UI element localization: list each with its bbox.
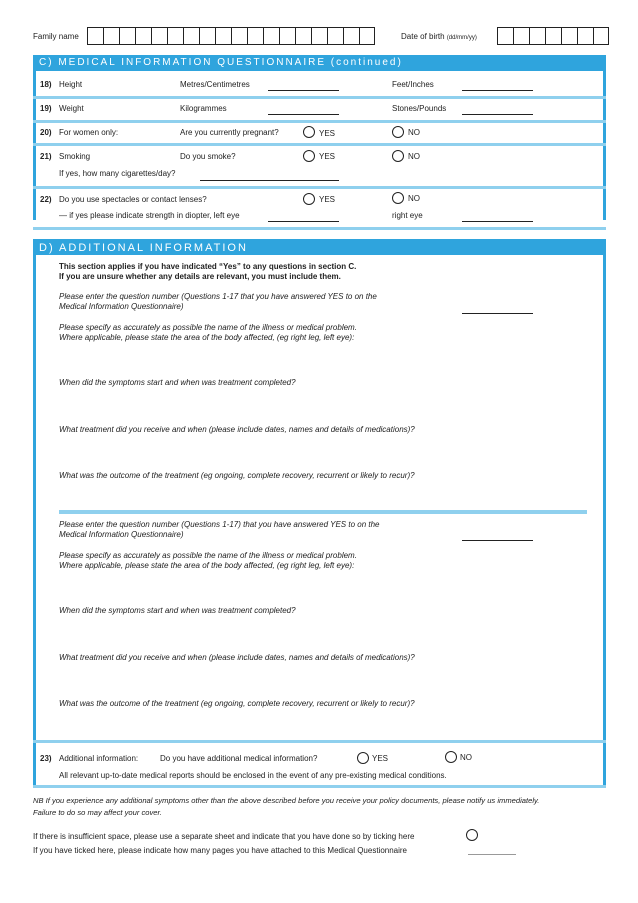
q18-unit-imperial: Feet/Inches — [392, 80, 434, 89]
q20-no-label: NO — [408, 128, 420, 137]
row-divider — [33, 96, 606, 99]
q21-yes-radio[interactable] — [303, 150, 315, 162]
q22-no-radio[interactable] — [392, 192, 404, 204]
q21-yes-label: YES — [319, 152, 336, 161]
block2-question-number-line2: Medical Information Questionnaire) — [59, 530, 184, 539]
q21-label: Smoking — [59, 152, 91, 161]
block1-treatment-question: What treatment did you receive and when (please include dates, names and details of medications)? — [59, 425, 415, 434]
q19-label: Weight — [59, 104, 84, 113]
q22-right-eye-label: right eye — [392, 211, 423, 220]
block1-illness-line2: Where applicable, please state the area of the body affected, (eg right leg, left eye): — [59, 333, 355, 342]
q20-yes-label: YES — [319, 129, 336, 138]
q19-unit-imperial: Stones/Pounds — [392, 104, 447, 113]
q22-label: Do you use spectacles or contact lenses? — [59, 195, 207, 204]
block1-question-number-line1: Please enter the question number (Questions 1-17 that you have answered YES to on the — [59, 292, 377, 301]
q23-number: 23) — [40, 754, 52, 763]
q23-no-label: NO — [460, 753, 472, 762]
block-separator — [59, 510, 587, 514]
q18-number: 18) — [40, 80, 52, 89]
row-divider — [33, 227, 606, 230]
block2-question-number-line1: Please enter the question number (Questions 1-17) that you have answered YES to on the — [59, 520, 380, 529]
q20-label: For women only: — [59, 128, 119, 137]
q21-question: Do you smoke? — [180, 152, 236, 161]
q23-label: Additional information: — [59, 754, 139, 763]
family-name-label: Family name — [33, 32, 79, 41]
family-name-boxes[interactable] — [87, 27, 375, 45]
row-divider — [33, 143, 606, 146]
q21-number: 21) — [40, 152, 52, 161]
section-d-intro-2: If you are unsure whether any details are relevant, you must include them. — [59, 272, 341, 281]
block1-symptoms-question: When did the symptoms start and when was treatment completed? — [59, 378, 296, 387]
block2-illness-line1: Please specify as accurately as possible the name of the illness or medical problem. — [59, 551, 357, 560]
q23-yes-label: YES — [372, 754, 389, 763]
nb-line2: Failure to do so may affect your cover. — [33, 808, 162, 817]
row-divider — [33, 740, 606, 743]
q22-left-eye-field[interactable] — [268, 221, 339, 222]
block2-outcome-question: What was the outcome of the treatment (eg ongoing, complete recovery, recurrent or likely to recur)? — [59, 699, 415, 708]
insufficient-space-note: If there is insufficient space, please use a separate sheet and indicate that you have done so by ticking here — [33, 832, 415, 841]
section-d-left-border — [33, 255, 36, 788]
q19-number: 19) — [40, 104, 52, 113]
dob-label — [401, 32, 477, 43]
block2-symptoms-question: When did the symptoms start and when was treatment completed? — [59, 606, 296, 615]
nb-line1: NB If you experience any additional symptoms other than the above described before you receive your policy documents, please notify us immediately. — [33, 796, 540, 805]
q20-number: 20) — [40, 128, 52, 137]
q22-sub-question: — if yes please indicate strength in diopter, left eye — [59, 211, 240, 220]
q18-imperial-field[interactable] — [462, 90, 533, 91]
q20-no-radio[interactable] — [392, 126, 404, 138]
block2-treatment-question: What treatment did you receive and when (please include dates, names and details of medications)? — [59, 653, 415, 662]
q19-metric-field[interactable] — [268, 114, 339, 115]
q18-unit-metric: Metres/Centimetres — [180, 80, 250, 89]
pages-attached-field[interactable] — [468, 854, 516, 855]
extra-sheet-tick[interactable] — [466, 829, 478, 841]
q23-question: Do you have additional medical information? — [160, 754, 318, 763]
q21-no-radio[interactable] — [392, 150, 404, 162]
section-d-right-border — [603, 255, 606, 788]
q23-no-radio[interactable] — [445, 751, 457, 763]
q20-yes-radio[interactable] — [303, 126, 315, 138]
q22-yes-label: YES — [319, 195, 336, 204]
q20-question: Are you currently pregnant? — [180, 128, 279, 137]
block2-question-number-field[interactable] — [462, 540, 533, 541]
row-divider — [33, 785, 606, 788]
q18-metric-field[interactable] — [268, 90, 339, 91]
q21-no-label: NO — [408, 152, 420, 161]
pages-attached-note: If you have ticked here, please indicate how many pages you have attached to this Medical Questionnaire — [33, 846, 408, 855]
section-d-title: D) ADDITIONAL INFORMATION — [33, 239, 606, 255]
q18-label: Height — [59, 80, 83, 89]
section-c-title: C) MEDICAL INFORMATION QUESTIONNAIRE (continued) — [33, 55, 606, 71]
q19-imperial-field[interactable] — [462, 114, 533, 115]
q22-number: 22) — [40, 195, 52, 204]
dob-label-text: Date of birth — [401, 32, 445, 41]
q22-right-eye-field[interactable] — [462, 221, 533, 222]
block1-illness-line1: Please specify as accurately as possible the name of the illness or medical problem. — [59, 323, 357, 332]
q21-sub-question: If yes, how many cigarettes/day? — [59, 169, 176, 178]
q21-cigarettes-field[interactable] — [200, 180, 339, 181]
row-divider — [33, 186, 606, 189]
q22-no-label: NO — [408, 194, 420, 203]
section-d-intro-1: This section applies if you have indicated “Yes” to any questions in section C. — [59, 262, 357, 271]
block2-illness-line2: Where applicable, please state the area of the body affected, (eg right leg, left eye): — [59, 561, 355, 570]
dob-boxes[interactable] — [497, 27, 609, 45]
q22-yes-radio[interactable] — [303, 193, 315, 205]
dob-format: (dd/mm/yy) — [446, 35, 477, 41]
block1-question-number-line2: Medical Information Questionnaire) — [59, 302, 184, 311]
block1-outcome-question: What was the outcome of the treatment (eg ongoing, complete recovery, recurrent or likely to recur)? — [59, 471, 415, 480]
block1-question-number-field[interactable] — [462, 313, 533, 314]
q19-unit-metric: Kilogrammes — [180, 104, 227, 113]
q23-note: All relevant up-to-date medical reports should be enclosed in the event of any pre-existing medical conditions. — [59, 771, 447, 780]
q23-yes-radio[interactable] — [357, 752, 369, 764]
row-divider — [33, 120, 606, 123]
